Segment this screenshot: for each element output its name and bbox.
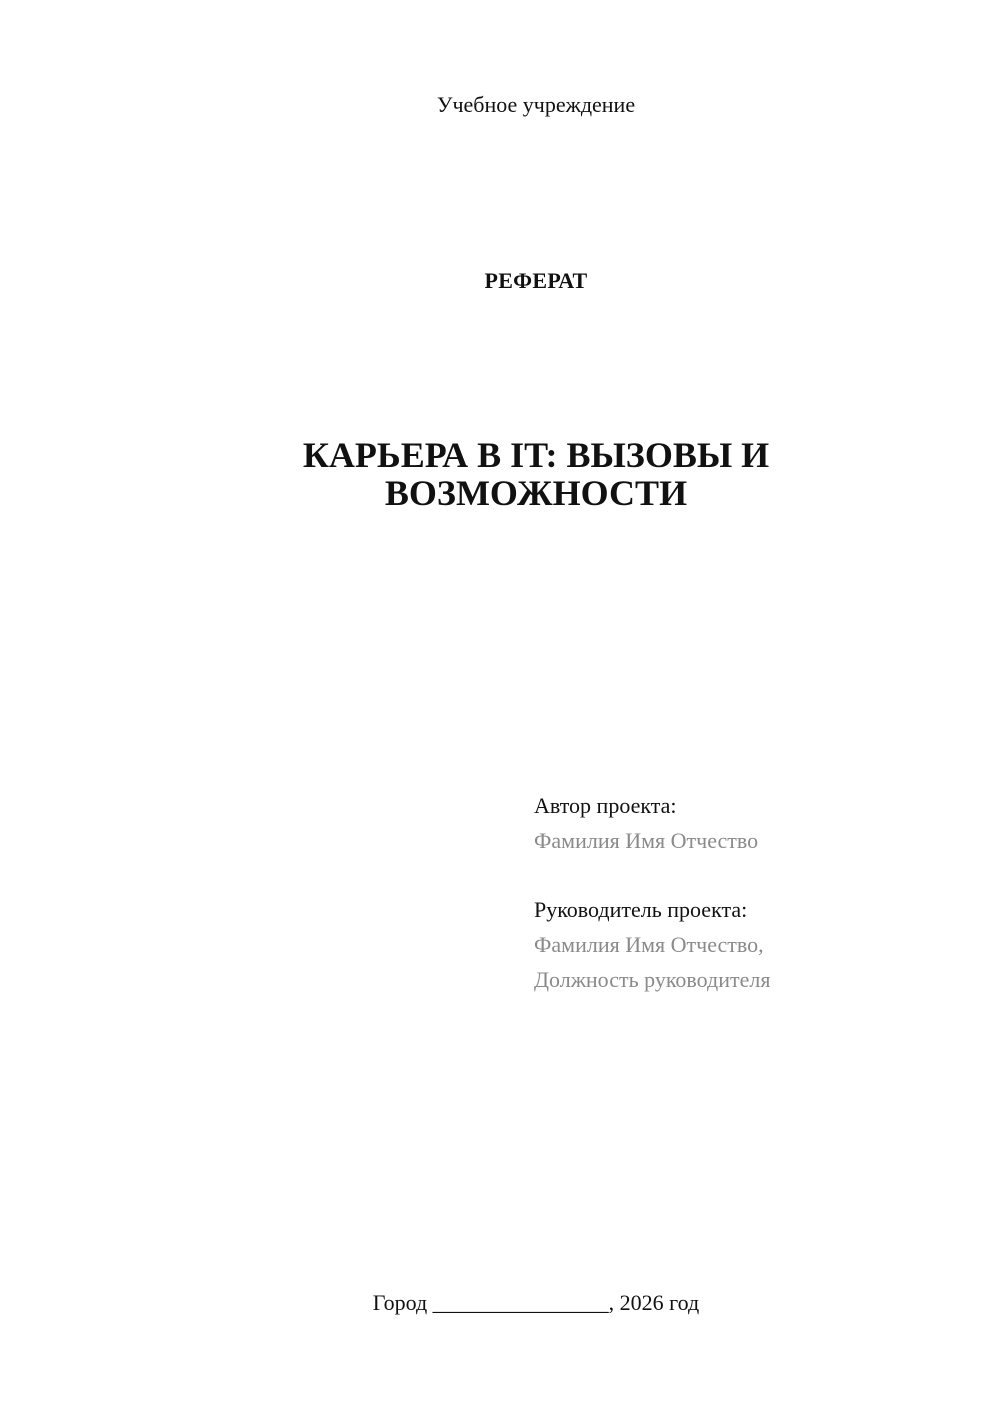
document-type: РЕФЕРАТ xyxy=(484,268,588,293)
spacer xyxy=(534,858,974,892)
author-label: Автор проекта: xyxy=(534,793,677,818)
authors-block xyxy=(534,788,974,997)
city-year-line: Город ________________, 2026 год xyxy=(372,1290,700,1315)
title-line-2: ВОЗМОЖНОСТИ xyxy=(384,473,688,513)
supervisor-label: Руководитель проекта: xyxy=(534,897,748,922)
document-title xyxy=(0,436,1000,512)
supervisor-position: Должность руководителя xyxy=(534,967,771,992)
title-line-1: КАРЬЕРА В IT: ВЫЗОВЫ И xyxy=(302,435,770,475)
author-name: Фамилия Имя Отчество xyxy=(534,828,759,853)
institution-name: Учебное учреждение xyxy=(436,92,636,117)
supervisor-name: Фамилия Имя Отчество, xyxy=(534,932,764,957)
